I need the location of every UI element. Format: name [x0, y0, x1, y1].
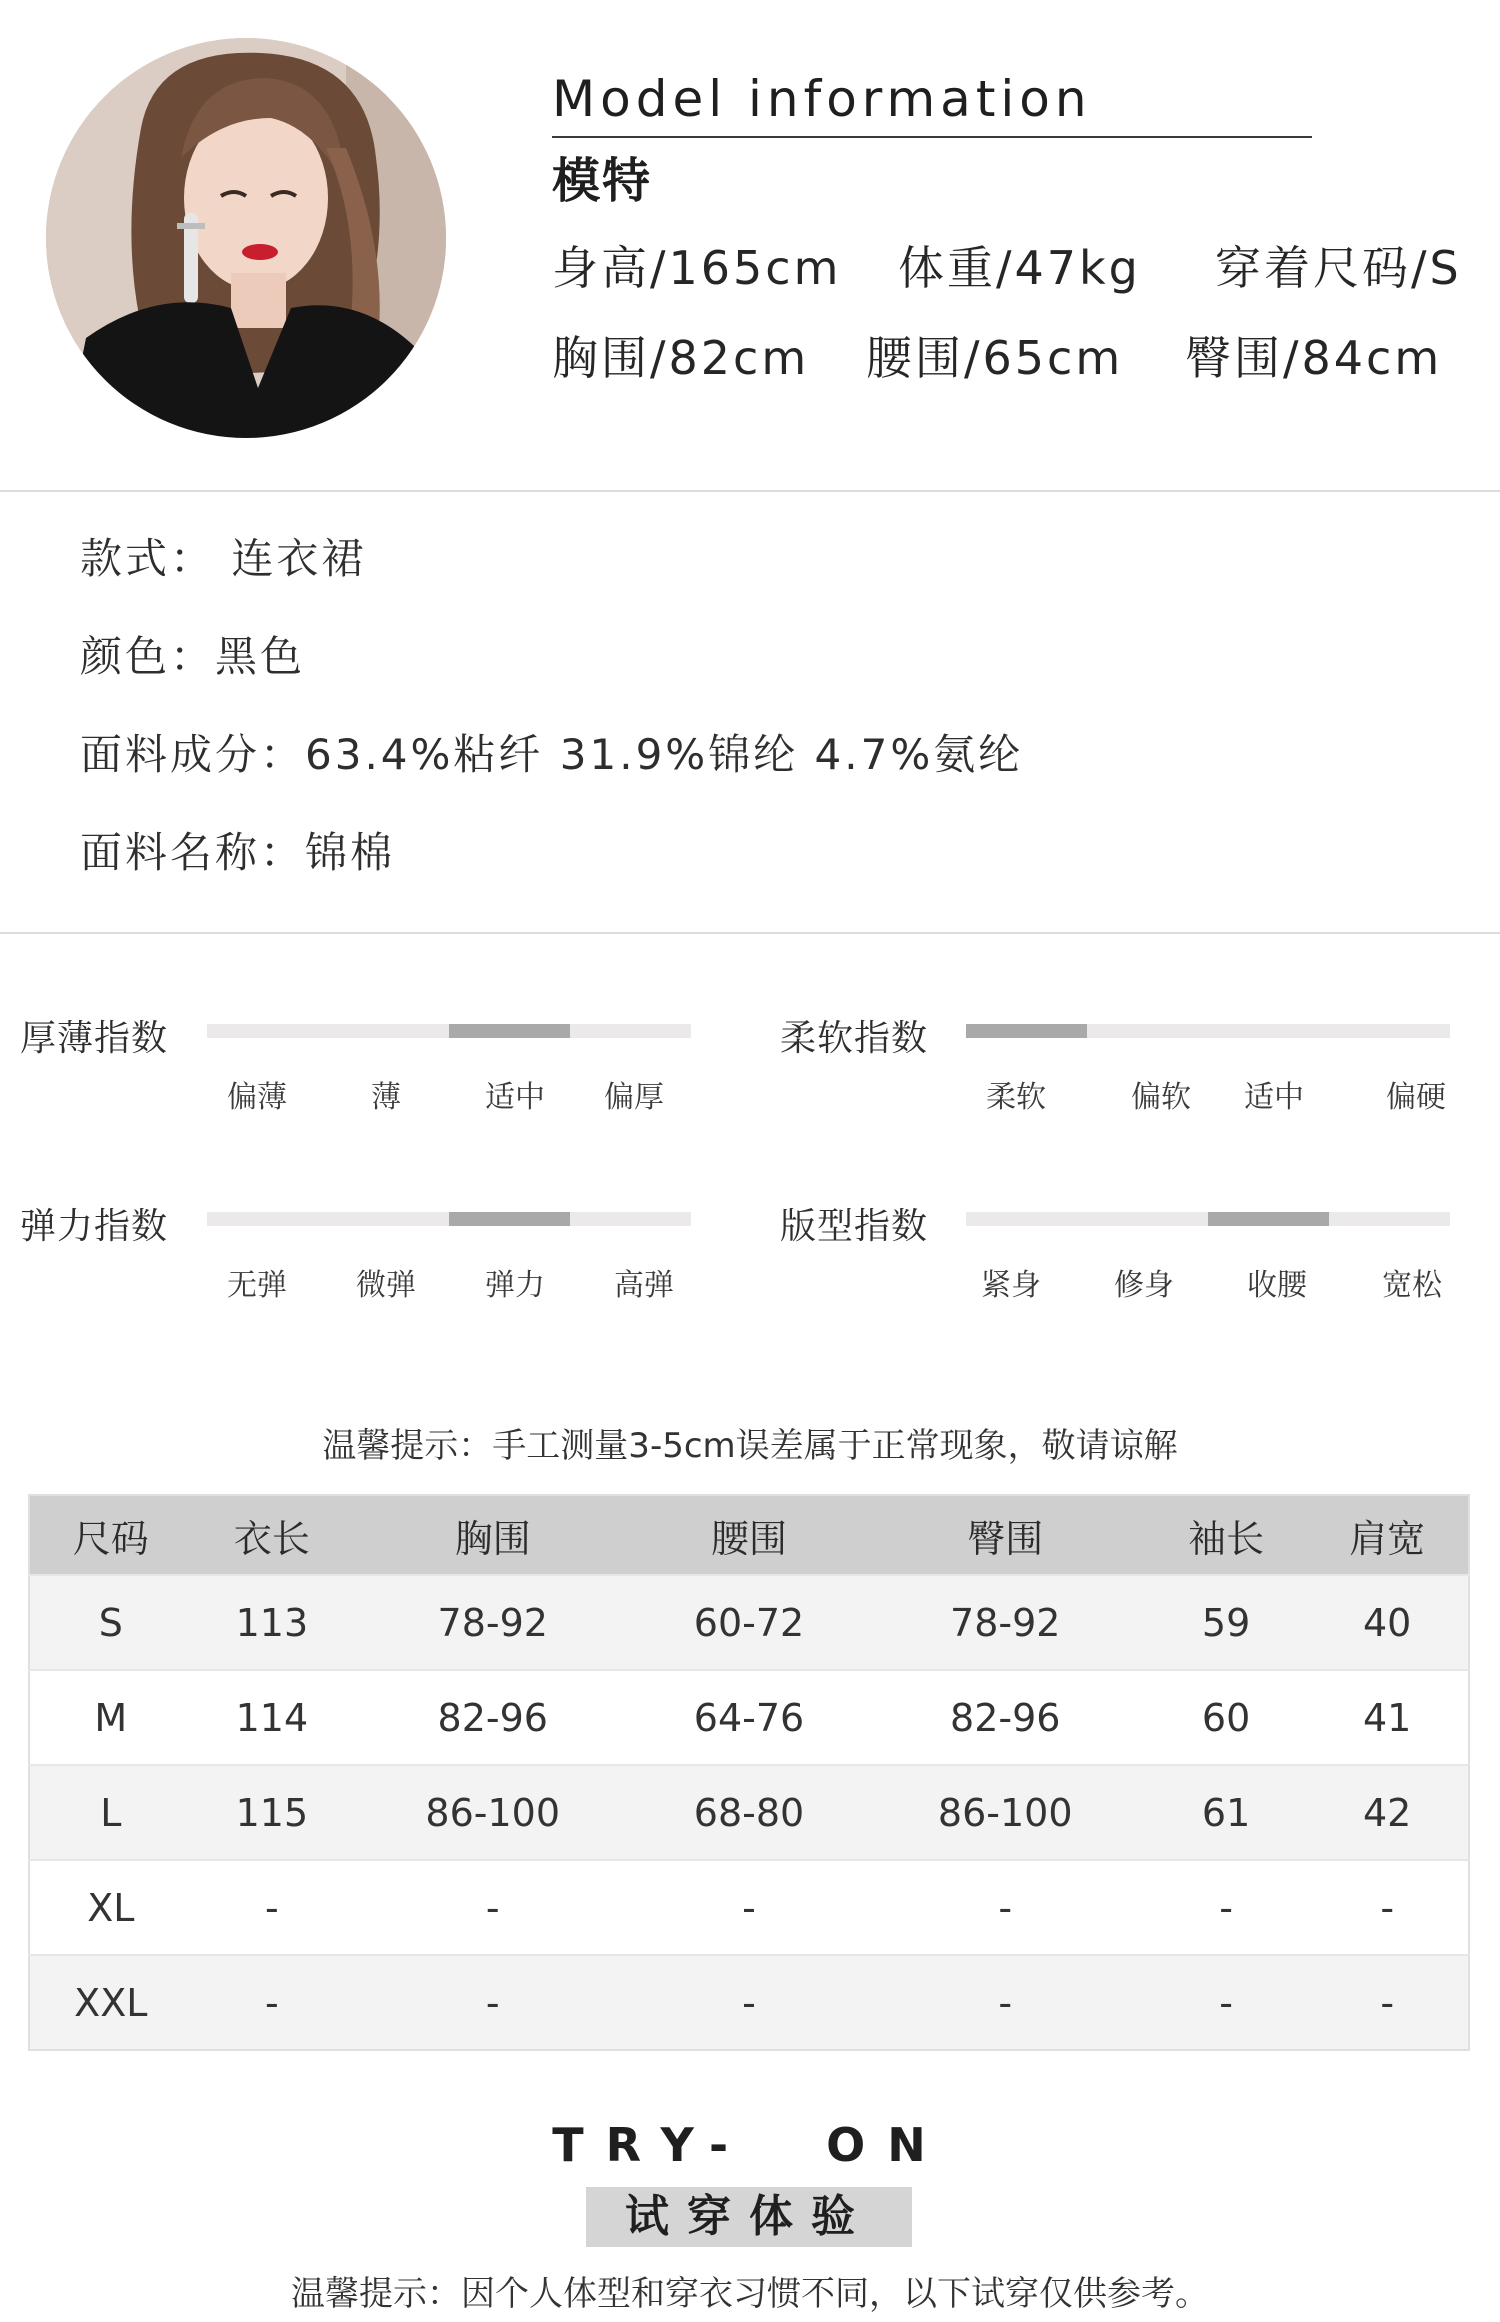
table-cell: 114: [192, 1670, 353, 1765]
table-cell: -: [1306, 1955, 1469, 2050]
elasticity-index-title: 弹力指数: [20, 1206, 169, 1247]
section-divider: [0, 932, 1500, 934]
thickness-index-bar: [207, 1024, 691, 1038]
softness-label: 适中: [1244, 1080, 1304, 1115]
softness-index-fill: [966, 1024, 1087, 1038]
table-cell: M: [29, 1670, 192, 1765]
elasticity-index-bar: [207, 1212, 691, 1226]
try-on-title: TRY- ON: [552, 2118, 948, 2172]
table-cell: 78-92: [352, 1575, 633, 1670]
table-row: [29, 1765, 1469, 1860]
table-cell: -: [633, 1955, 864, 2050]
table-cell: 82-96: [352, 1670, 633, 1765]
model-bust: 胸围/82cm: [552, 331, 810, 385]
elasticity-label: 微弹: [356, 1268, 416, 1303]
header-shoulder: 肩宽: [1306, 1495, 1469, 1575]
table-cell: 68-80: [633, 1765, 864, 1860]
size-table: [28, 1494, 1470, 2051]
table-row: [29, 1955, 1469, 2050]
product-fabric-name: 面料名称：锦棉: [80, 828, 396, 877]
try-on-subtitle: 试穿体验: [586, 2187, 912, 2247]
table-cell: XXL: [29, 1955, 192, 2050]
fit-index-fill: [1208, 1212, 1329, 1226]
softness-label: 偏软: [1131, 1080, 1191, 1115]
table-cell: -: [192, 1955, 353, 2050]
table-cell: 86-100: [352, 1765, 633, 1860]
thickness-label: 适中: [485, 1080, 545, 1115]
model-hip: 臀围/84cm: [1185, 331, 1443, 385]
table-cell: 78-92: [865, 1575, 1146, 1670]
model-weight: 体重/47kg: [898, 241, 1141, 295]
table-cell: -: [352, 1860, 633, 1955]
elasticity-label: 无弹: [227, 1268, 287, 1303]
table-row: [29, 1670, 1469, 1765]
softness-index-title: 柔软指数: [780, 1018, 929, 1059]
header-bust: 胸围: [352, 1495, 633, 1575]
header-size: 尺码: [29, 1495, 192, 1575]
table-cell: L: [29, 1765, 192, 1860]
table-cell: -: [352, 1955, 633, 2050]
table-row: [29, 1860, 1469, 1955]
table-cell: 60: [1146, 1670, 1307, 1765]
table-cell: XL: [29, 1860, 192, 1955]
fit-label: 紧身: [981, 1268, 1041, 1303]
table-cell: 82-96: [865, 1670, 1146, 1765]
table-cell: -: [192, 1860, 353, 1955]
softness-label: 柔软: [986, 1080, 1046, 1115]
fit-label: 修身: [1114, 1268, 1174, 1303]
thickness-index-fill: [449, 1024, 570, 1038]
header-hip: 臀围: [865, 1495, 1146, 1575]
thickness-label: 偏厚: [604, 1080, 664, 1115]
elasticity-label: 弹力: [485, 1268, 545, 1303]
try-on-tip: 温馨提示：因个人体型和穿衣习惯不同，以下试穿仅供参考。: [291, 2274, 1209, 2314]
elasticity-index-fill: [449, 1212, 570, 1226]
table-row: [29, 1575, 1469, 1670]
measurement-tip: 温馨提示：手工测量3-5cm误差属于正常现象，敬请谅解: [322, 1426, 1178, 1466]
table-cell: S: [29, 1575, 192, 1670]
model-info-subtitle: 模特: [552, 153, 653, 209]
fit-label: 收腰: [1247, 1268, 1307, 1303]
table-cell: -: [865, 1860, 1146, 1955]
model-height: 身高/165cm: [552, 241, 842, 295]
table-cell: -: [633, 1860, 864, 1955]
thickness-label: 薄: [371, 1080, 401, 1115]
model-size: 穿着尺码/S: [1215, 241, 1462, 295]
table-cell: -: [1146, 1955, 1307, 2050]
section-divider: [0, 490, 1500, 492]
table-cell: 40: [1306, 1575, 1469, 1670]
table-cell: 115: [192, 1765, 353, 1860]
table-cell: 61: [1146, 1765, 1307, 1860]
header-sleeve: 袖长: [1146, 1495, 1307, 1575]
softness-label: 偏硬: [1386, 1080, 1446, 1115]
thickness-label: 偏薄: [227, 1080, 287, 1115]
product-color: 颜色：黑色: [80, 632, 306, 681]
table-cell: 42: [1306, 1765, 1469, 1860]
table-cell: 60-72: [633, 1575, 864, 1670]
model-portrait-illustration: [46, 38, 446, 438]
softness-index-bar: [966, 1024, 1450, 1038]
table-cell: 41: [1306, 1670, 1469, 1765]
fit-index-title: 版型指数: [780, 1206, 929, 1247]
title-underline: [552, 136, 1312, 138]
header-waist: 腰围: [633, 1495, 864, 1575]
fit-label: 宽松: [1382, 1268, 1442, 1303]
model-info-title: Model information: [552, 70, 1092, 128]
model-waist: 腰围/65cm: [866, 331, 1124, 385]
table-cell: 64-76: [633, 1670, 864, 1765]
table-cell: -: [1306, 1860, 1469, 1955]
size-table-header-row: [29, 1495, 1469, 1575]
fit-index-bar: [966, 1212, 1450, 1226]
header-length: 衣长: [192, 1495, 353, 1575]
table-cell: 113: [192, 1575, 353, 1670]
elasticity-label: 高弹: [614, 1268, 674, 1303]
table-cell: -: [865, 1955, 1146, 2050]
table-cell: -: [1146, 1860, 1307, 1955]
table-cell: 86-100: [865, 1765, 1146, 1860]
model-photo: [46, 38, 446, 438]
thickness-index-title: 厚薄指数: [20, 1018, 169, 1059]
product-fabric: 面料成分：63.4%粘纤 31.9%锦纶 4.7%氨纶: [80, 730, 1024, 779]
table-cell: 59: [1146, 1575, 1307, 1670]
product-style: 款式： 连衣裙: [80, 534, 367, 583]
